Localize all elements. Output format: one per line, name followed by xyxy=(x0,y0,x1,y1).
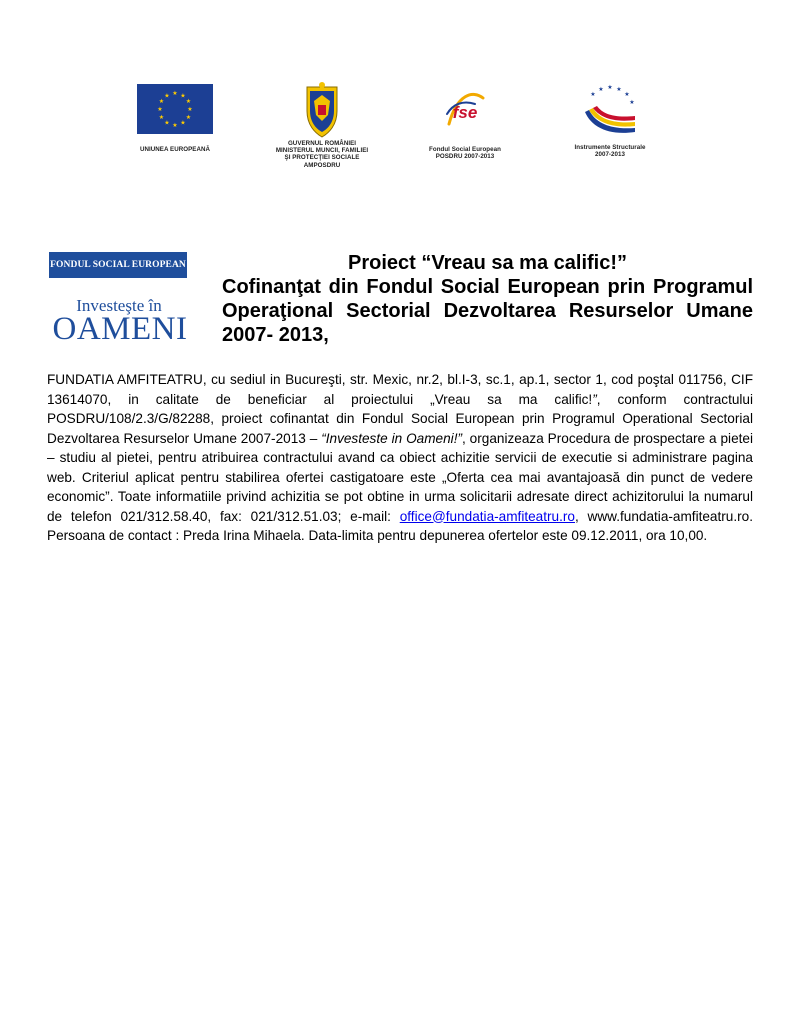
svg-text:★: ★ xyxy=(180,119,186,127)
invest-line-2: OAMENI xyxy=(52,311,188,347)
svg-text:★: ★ xyxy=(164,119,170,127)
organization-name: FUNDATIA AMFITEATRU xyxy=(47,372,203,387)
svg-text:★: ★ xyxy=(629,99,635,106)
svg-text:★: ★ xyxy=(598,86,604,93)
fse-mark-text: fse xyxy=(452,103,478,122)
fse-mark-icon xyxy=(439,84,491,136)
is-caption-1: Instrumente Structurale xyxy=(574,144,646,151)
body-text-quote: ” xyxy=(592,391,597,407)
svg-text:★: ★ xyxy=(172,90,178,97)
structural-instruments-icon xyxy=(581,84,639,140)
fse-banner: FONDUL SOCIAL EUROPEAN xyxy=(49,252,187,278)
svg-text:★: ★ xyxy=(185,98,192,105)
svg-text:★: ★ xyxy=(590,91,596,98)
fse-caption-2: POSDRU 2007-2013 xyxy=(435,153,495,161)
svg-text:★: ★ xyxy=(158,114,165,121)
gov-caption-4: AMPOSDRU xyxy=(303,161,341,169)
body-text-2: , conform contractului POSDRU/108/2.3/G/82288, proiect cofinantat din Fondul Social European prin Programul Operational Sectorial Dezvoltarea Resurselor Umane 2007-2013 – xyxy=(47,391,754,446)
svg-text:★: ★ xyxy=(185,114,192,121)
fse-caption-1: Fondul Social European xyxy=(429,146,501,153)
svg-text:★: ★ xyxy=(157,106,163,113)
svg-text:★: ★ xyxy=(187,106,193,113)
announcement-paragraph xyxy=(47,370,753,546)
invest-line-1: Investeşte în xyxy=(76,296,162,315)
body-text-1: , cu sediul in Bucureşti, str. Mexic, nr.2, bl.I-3, sc.1, ap.1, sector 1, cod poştal 011756, CIF 13614070, in calitate de beneficiar al proiectului „Vreau sa ma calific! xyxy=(47,372,753,407)
government-logo xyxy=(262,81,382,169)
svg-text:★: ★ xyxy=(172,122,178,129)
project-subtitle: Cofinanţat din Fondul Social European prin Programul Operaţional Sectorial Dezvoltarea Resurselor Umane 2007- 2013, xyxy=(222,276,753,346)
body-text-3: , organizeaza Procedura de prospectare a pietei – studiu al pietei, pentru atribuirea contractului avand ca obiect achizitie servicii de executie si administrare pagina web. Criteriul aplicat pentru stabilirea ofertei castigatoare este „Oferta cea mai avantajoasă din punct de vedere economic”. Toate informatiile privind achizitia se pot obtine in urma solicitarii adresate direct achizitorului la numarul de telefon 021/312.58.40, fax: 021/312.51.03; e-mail: xyxy=(47,430,753,524)
eu-logo xyxy=(125,84,225,153)
eu-caption: UNIUNEA EUROPEANĂ xyxy=(139,146,211,153)
gov-caption-3: ŞI PROTECŢIEI SOCIALE xyxy=(284,154,360,162)
gov-caption-1: GUVERNUL ROMÂNIEI xyxy=(287,140,357,147)
structural-instruments-logo xyxy=(565,84,655,158)
svg-text:★: ★ xyxy=(607,84,613,91)
is-caption-2: 2007-2013 xyxy=(594,151,626,159)
fse-logo xyxy=(420,84,510,160)
campaign-name: “Investeste in Oameni!” xyxy=(321,430,462,446)
gov-caption-2: MINISTERUL MUNCII, FAMILIEI xyxy=(275,147,369,155)
eu-flag-icon xyxy=(137,84,213,134)
email-link[interactable]: office@fundatia-amfiteatru.ro xyxy=(399,508,575,524)
svg-text:★: ★ xyxy=(180,92,186,100)
svg-text:★: ★ xyxy=(616,86,622,93)
project-title: Proiect “Vreau sa ma calific!” xyxy=(347,252,628,274)
svg-text:★: ★ xyxy=(624,91,630,98)
svg-text:★: ★ xyxy=(164,92,170,100)
svg-text:★: ★ xyxy=(158,98,165,105)
body-text-4: , www.fundatia-amfiteatru.ro. Persoana de contact : Preda Irina Mihaela. Data-limita pentru depunerea ofertelor este 09.12.2011, ora 10,00. xyxy=(47,508,753,543)
coat-of-arms-icon xyxy=(301,81,343,139)
